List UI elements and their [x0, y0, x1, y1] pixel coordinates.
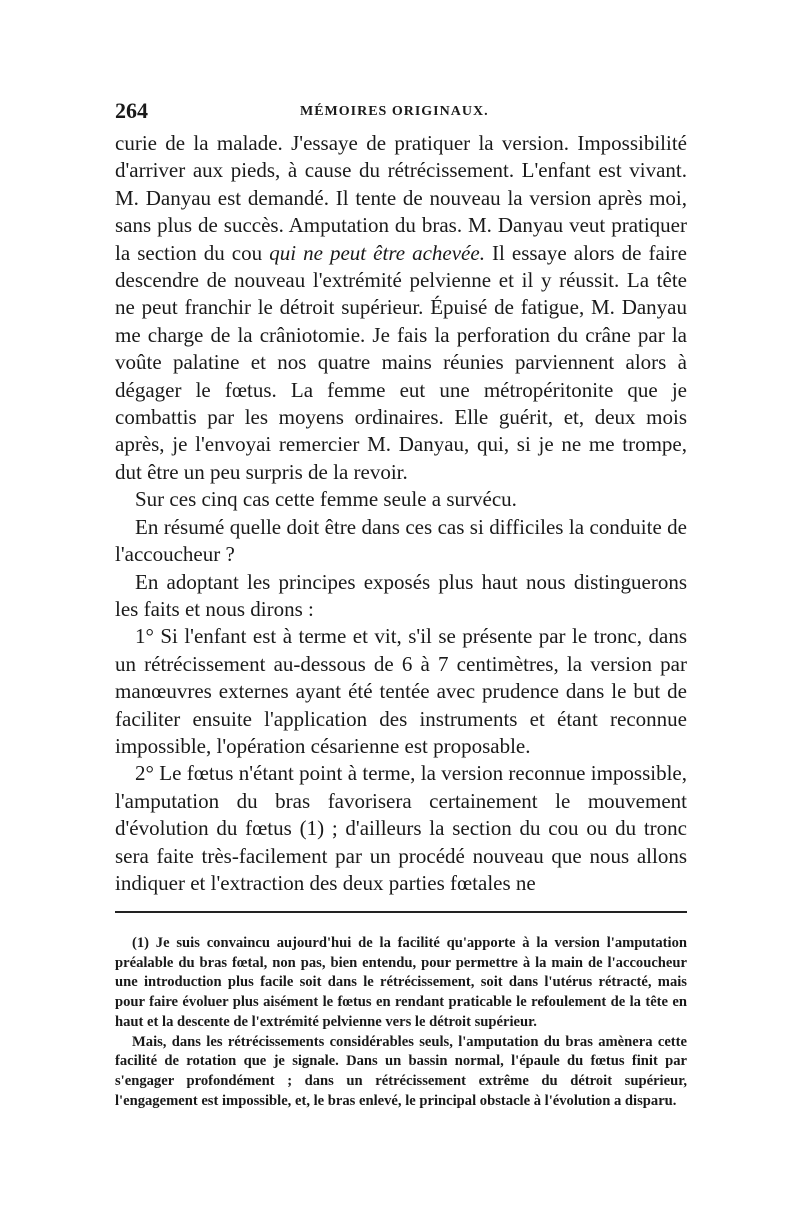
main-text: [115, 130, 687, 897]
paragraph-6: 2° Le fœtus n'étant point à terme, la version reconnue impossible, l'amputation du bras favorisera certainement le mouvement d'évolution du fœtus (1) ; d'ailleurs la section du cou ou du tronc sera faite très-facilement par un procédé nouveau que nous allons indiquer et l'extraction des deux parties fœtales ne: [115, 761, 687, 895]
page-number: 264: [115, 98, 148, 123]
footnotes: [115, 934, 687, 1111]
footnote-1-continued: Mais, dans les rétrécissements considérables seuls, l'amputation du bras amènera cette facilité de rotation que je signale. Dans un bassin normal, l'épaule du fœtus finit par s'engager profondément ; dans un rétrécissement extrême du détroit supérieur, l'engagement est impossible, et, le bras enlevé, le principal obstacle à l'évolution a disparu.: [115, 1033, 687, 1109]
paragraph-4: En adoptant les principes exposés plus haut nous distinguerons les faits et nous dirons :: [115, 569, 687, 621]
paragraph-1-text-a: curie de la malade. J'essaye de pratiquer la version. Impossibilité d'arriver aux pieds, à cause du rétrécissement. L'enfant est vivant. M. Danyau est demandé. Il tente de nouveau la version après moi, sans plus de succès. Amputation du bras. M. Danyau veut pratiquer la section du cou: [115, 131, 687, 265]
paragraph-2: Sur ces cinq cas cette femme seule a survécu.: [135, 487, 517, 512]
paragraph-1: [115, 130, 687, 486]
footnote-1: (1) Je suis convaincu aujourd'hui de la facilité qu'apporte à la version l'amputation préalable du bras fœtal, non pas, bien entendu, pour permettre à la main de l'accoucheur une introduction plus facile soit dans le rétrécissement, soit dans l'utérus rétracté, mais pour faire évoluer plus aisément le fœtus en rendant praticable le refoulement de la tête en haut et la descente de l'extrémité pelvienne vers le détroit supérieur.: [115, 935, 687, 1030]
running-title: MÉMOIRES ORIGINAUX.: [300, 104, 489, 119]
paragraph-1-text-b: Il essaye alors de faire descendre de nouveau l'extrémité pelvienne et il y réussit. La tête ne peut franchir le détroit supérieur. Épuisé de fatigue, M. Danyau me charge de la crâniotomie. Je fais la perforation du crâne par la voûte palatine et nos quatre mains réunies parviennent alors à dégager le fœtus. La femme eut une métropéritonite que je combattis par les moyens ordinaires. Elle guérit, et, deux mois après, je l'envoyai remercier M. Danyau, qui, si je ne me trompe, dut être un peu surpris de la revoir.: [115, 240, 687, 484]
paragraph-1-italic: qui ne peut être achevée.: [269, 240, 485, 265]
page-header: [115, 97, 687, 125]
paragraph-3: En résumé quelle doit être dans ces cas si difficiles la conduite de l'accoucheur ?: [115, 514, 687, 567]
footnote-divider: [115, 911, 687, 913]
paragraph-5: 1° Si l'enfant est à terme et vit, s'il se présente par le tronc, dans un rétrécissement au-dessous de 6 à 7 centimètres, la version par manœuvres externes ayant été tentée avec prudence dans le but de faciliter ensuite l'application des instruments et étant reconnue impossible, l'opération césarienne est proposable.: [115, 624, 687, 758]
